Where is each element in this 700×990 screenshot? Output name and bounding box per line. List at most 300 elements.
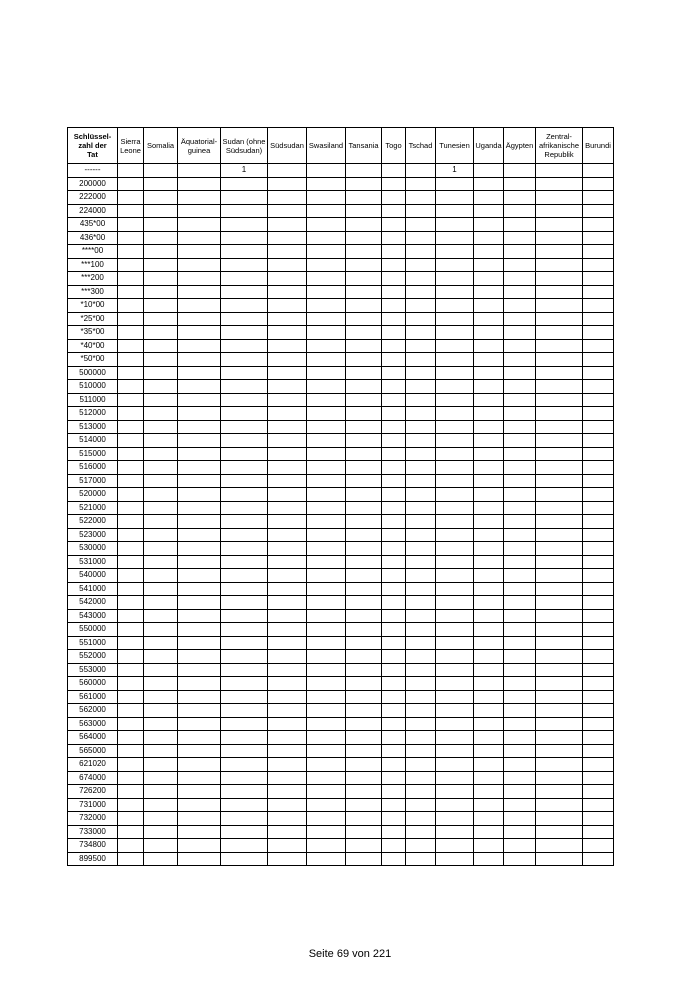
table-cell [307, 326, 346, 340]
table-cell [583, 798, 614, 812]
table-row [68, 380, 614, 394]
table-cell [307, 555, 346, 569]
table-cell [406, 677, 436, 691]
table-cell [583, 852, 614, 866]
row-key-cell: 550000 [68, 623, 118, 637]
table-cell [221, 663, 268, 677]
table-cell [178, 569, 221, 583]
table-cell [307, 380, 346, 394]
column-header: Sudan (ohne Südsudan) [221, 128, 268, 164]
table-cell [406, 555, 436, 569]
table-cell [144, 218, 178, 232]
table-cell [118, 596, 144, 610]
table-row [68, 218, 614, 232]
table-cell [436, 218, 474, 232]
table-cell [268, 812, 307, 826]
table-cell [382, 677, 406, 691]
table-cell [474, 515, 504, 529]
row-key-cell: 674000 [68, 771, 118, 785]
table-cell [118, 731, 144, 745]
table-cell [474, 744, 504, 758]
table-cell [406, 366, 436, 380]
table-cell [268, 218, 307, 232]
table-cell [474, 528, 504, 542]
table-cell [144, 650, 178, 664]
row-key-cell: 726200 [68, 785, 118, 799]
table-cell [178, 501, 221, 515]
table-cell [346, 366, 382, 380]
table-cell [221, 582, 268, 596]
table-cell [474, 785, 504, 799]
table-cell [118, 420, 144, 434]
table-cell [436, 663, 474, 677]
table-cell [346, 177, 382, 191]
row-key-cell: 522000 [68, 515, 118, 529]
table-cell [536, 326, 583, 340]
row-key-cell: 510000 [68, 380, 118, 394]
table-cell [268, 177, 307, 191]
table-cell [474, 447, 504, 461]
table-cell [221, 717, 268, 731]
table-cell [474, 380, 504, 394]
table-cell [436, 812, 474, 826]
table-cell [268, 299, 307, 313]
table-cell [144, 542, 178, 556]
table-cell [144, 569, 178, 583]
table-cell [536, 312, 583, 326]
table-cell [307, 258, 346, 272]
row-key-cell: 511000 [68, 393, 118, 407]
table-cell [144, 272, 178, 286]
table-cell [504, 380, 536, 394]
table-cell [536, 407, 583, 421]
table-cell [536, 474, 583, 488]
table-cell [144, 771, 178, 785]
table-cell [536, 542, 583, 556]
table-cell [436, 785, 474, 799]
table-cell [178, 812, 221, 826]
table-cell [221, 339, 268, 353]
table-cell [221, 528, 268, 542]
table-cell [382, 650, 406, 664]
table-cell [221, 636, 268, 650]
table-cell [268, 474, 307, 488]
table-cell [583, 299, 614, 313]
table-cell [346, 677, 382, 691]
row-key-cell: 513000 [68, 420, 118, 434]
table-cell [307, 420, 346, 434]
row-key-cell: 500000 [68, 366, 118, 380]
table-cell [307, 407, 346, 421]
table-cell [144, 407, 178, 421]
table-cell [504, 569, 536, 583]
table-cell [583, 717, 614, 731]
table-cell [536, 663, 583, 677]
table-cell [382, 744, 406, 758]
header-row [68, 128, 614, 164]
table-cell [346, 488, 382, 502]
table-cell [268, 461, 307, 475]
table-cell [382, 623, 406, 637]
table-cell [474, 272, 504, 286]
table-cell [268, 555, 307, 569]
table-cell [382, 420, 406, 434]
row-key-cell: 561000 [68, 690, 118, 704]
table-cell [144, 677, 178, 691]
table-cell [307, 164, 346, 178]
table-cell [504, 839, 536, 853]
table-cell [221, 218, 268, 232]
table-cell [382, 434, 406, 448]
table-row [68, 744, 614, 758]
column-header: Äquatorial- guinea [178, 128, 221, 164]
table-cell [382, 407, 406, 421]
table-cell [536, 623, 583, 637]
table-cell [583, 528, 614, 542]
table-cell [474, 245, 504, 259]
row-key-cell: *50*00 [68, 353, 118, 367]
row-key-cell: 621020 [68, 758, 118, 772]
table-cell [178, 380, 221, 394]
table-cell [178, 623, 221, 637]
table-cell [268, 771, 307, 785]
table-cell [504, 771, 536, 785]
table-cell [436, 636, 474, 650]
table-cell [436, 285, 474, 299]
table-cell [382, 839, 406, 853]
table-cell [436, 852, 474, 866]
table-cell [221, 555, 268, 569]
table-cell [346, 812, 382, 826]
table-cell [307, 285, 346, 299]
table-cell [144, 798, 178, 812]
row-key-cell: 516000 [68, 461, 118, 475]
table-cell [474, 434, 504, 448]
table-cell [504, 204, 536, 218]
table-cell [346, 204, 382, 218]
table-cell [118, 569, 144, 583]
table-cell [346, 231, 382, 245]
table-cell [307, 353, 346, 367]
table-cell [583, 677, 614, 691]
table-cell [474, 704, 504, 718]
table-cell [382, 542, 406, 556]
table-cell [474, 555, 504, 569]
table-cell [436, 744, 474, 758]
column-header-key: Schlüssel- zahl der Tat [68, 128, 118, 164]
table-cell [436, 825, 474, 839]
table-cell [406, 420, 436, 434]
table-cell [583, 744, 614, 758]
table-cell [382, 488, 406, 502]
row-key-cell: 512000 [68, 407, 118, 421]
table-header [68, 128, 614, 164]
table-cell [346, 785, 382, 799]
table-cell [406, 731, 436, 745]
table-row [68, 326, 614, 340]
table-cell [504, 825, 536, 839]
table-cell [382, 204, 406, 218]
table-cell [583, 731, 614, 745]
table-cell [144, 825, 178, 839]
table-cell [346, 744, 382, 758]
table-row [68, 245, 614, 259]
row-key-cell: 732000 [68, 812, 118, 826]
table-cell [406, 663, 436, 677]
table-cell [474, 299, 504, 313]
table-cell [406, 636, 436, 650]
table-cell [536, 596, 583, 610]
table-cell [583, 839, 614, 853]
table-cell [307, 245, 346, 259]
table-cell [474, 650, 504, 664]
table-cell [118, 366, 144, 380]
table-cell [436, 366, 474, 380]
table-cell [307, 447, 346, 461]
table-cell [406, 542, 436, 556]
table-cell [268, 839, 307, 853]
table-cell [382, 447, 406, 461]
table-cell [268, 623, 307, 637]
table-cell [118, 272, 144, 286]
table-cell [474, 636, 504, 650]
table-cell [118, 258, 144, 272]
table-cell [382, 474, 406, 488]
table-cell [178, 636, 221, 650]
table-cell [536, 366, 583, 380]
table-cell [474, 852, 504, 866]
page-number-footer: Seite 69 von 221 [308, 948, 392, 960]
table-cell [436, 488, 474, 502]
table-cell [346, 353, 382, 367]
table-cell [436, 326, 474, 340]
table-cell [118, 393, 144, 407]
table-cell [178, 528, 221, 542]
table-cell [406, 609, 436, 623]
table-cell [178, 272, 221, 286]
table-cell [268, 501, 307, 515]
table-cell [307, 461, 346, 475]
table-cell [221, 299, 268, 313]
table-cell [536, 825, 583, 839]
table-cell [221, 623, 268, 637]
table-cell [504, 731, 536, 745]
row-key-cell: 562000 [68, 704, 118, 718]
table-cell [221, 420, 268, 434]
table-cell [307, 272, 346, 286]
table-cell [536, 609, 583, 623]
table-cell [406, 569, 436, 583]
table-cell [406, 771, 436, 785]
table-cell [406, 798, 436, 812]
table-row [68, 474, 614, 488]
table-cell [144, 852, 178, 866]
table-cell [436, 582, 474, 596]
table-cell [382, 164, 406, 178]
table-cell [474, 798, 504, 812]
table-cell [346, 825, 382, 839]
table-cell [268, 326, 307, 340]
table-cell [307, 650, 346, 664]
row-key-cell: 560000 [68, 677, 118, 691]
table-cell [307, 528, 346, 542]
table-cell [474, 474, 504, 488]
table-cell [268, 204, 307, 218]
table-cell [583, 326, 614, 340]
table-cell [118, 690, 144, 704]
table-cell [178, 285, 221, 299]
table-cell [268, 312, 307, 326]
table-cell [346, 798, 382, 812]
table-cell [474, 191, 504, 205]
table-cell [382, 218, 406, 232]
table-cell [504, 555, 536, 569]
table-cell [583, 231, 614, 245]
table-cell [406, 339, 436, 353]
table-cell [118, 758, 144, 772]
table-row [68, 758, 614, 772]
table-cell [504, 488, 536, 502]
table-cell [382, 569, 406, 583]
table-cell [178, 326, 221, 340]
table-cell [221, 191, 268, 205]
table-cell [382, 245, 406, 259]
table-cell [436, 204, 474, 218]
table-cell [221, 542, 268, 556]
table-cell [406, 407, 436, 421]
table-cell [307, 758, 346, 772]
table-cell [221, 596, 268, 610]
table-cell [221, 488, 268, 502]
table-row [68, 461, 614, 475]
table-cell [346, 731, 382, 745]
table-cell [178, 690, 221, 704]
table-cell [382, 704, 406, 718]
table-cell [221, 839, 268, 853]
table-cell [178, 312, 221, 326]
table-cell [583, 704, 614, 718]
table-row [68, 731, 614, 745]
table-cell [144, 164, 178, 178]
table-cell [406, 177, 436, 191]
table-cell [144, 177, 178, 191]
table-cell [144, 501, 178, 515]
table-cell [221, 798, 268, 812]
table-cell [436, 407, 474, 421]
table-cell [474, 663, 504, 677]
table-cell [144, 258, 178, 272]
table-cell [436, 555, 474, 569]
table-cell [474, 353, 504, 367]
column-header: Burundi [583, 128, 614, 164]
table-cell [406, 515, 436, 529]
table-cell [474, 596, 504, 610]
table-cell [346, 380, 382, 394]
table-cell [382, 596, 406, 610]
table-cell [504, 528, 536, 542]
table-cell [436, 299, 474, 313]
table-cell [583, 380, 614, 394]
table-cell [436, 258, 474, 272]
table-cell [221, 771, 268, 785]
table-cell [178, 474, 221, 488]
table-cell [474, 758, 504, 772]
table-cell [474, 609, 504, 623]
table-cell [583, 488, 614, 502]
table-cell [118, 299, 144, 313]
table-cell [178, 191, 221, 205]
table-cell [504, 596, 536, 610]
table-cell [118, 231, 144, 245]
table-cell [583, 366, 614, 380]
table-cell [221, 312, 268, 326]
table-cell [144, 758, 178, 772]
table-cell [474, 393, 504, 407]
table-cell [268, 690, 307, 704]
column-header: Südsudan [268, 128, 307, 164]
column-header: Togo [382, 128, 406, 164]
table-cell [221, 731, 268, 745]
table-cell [504, 218, 536, 232]
table-cell [382, 785, 406, 799]
row-key-cell: *25*00 [68, 312, 118, 326]
table-cell [221, 758, 268, 772]
table-cell [307, 731, 346, 745]
table-cell [474, 164, 504, 178]
table-cell [221, 231, 268, 245]
row-key-cell: 521000 [68, 501, 118, 515]
table-cell [307, 366, 346, 380]
table-cell [406, 272, 436, 286]
row-key-cell: 899500 [68, 852, 118, 866]
table-cell [118, 218, 144, 232]
table-cell [346, 663, 382, 677]
table-cell [307, 609, 346, 623]
table-row [68, 771, 614, 785]
table-cell [307, 474, 346, 488]
column-header: Zentral- afrikanische Republik [536, 128, 583, 164]
table-cell [268, 609, 307, 623]
table-cell [118, 785, 144, 799]
column-header: Somalia [144, 128, 178, 164]
table-row [68, 569, 614, 583]
table-cell [346, 407, 382, 421]
table-cell [178, 731, 221, 745]
table-cell [268, 704, 307, 718]
table-cell [144, 353, 178, 367]
table-cell [307, 231, 346, 245]
table-cell [346, 501, 382, 515]
table-cell [144, 596, 178, 610]
table-cell [382, 609, 406, 623]
table-cell [307, 717, 346, 731]
table-cell: 1 [436, 164, 474, 178]
table-cell [536, 731, 583, 745]
table-cell [268, 650, 307, 664]
table-cell [536, 461, 583, 475]
table-cell [474, 488, 504, 502]
table-cell [474, 771, 504, 785]
table-cell [178, 299, 221, 313]
table-cell [144, 312, 178, 326]
table-cell [382, 285, 406, 299]
table-cell [436, 690, 474, 704]
table-cell [346, 420, 382, 434]
table-cell [504, 704, 536, 718]
table-cell [221, 285, 268, 299]
table-cell [346, 852, 382, 866]
row-key-cell: 551000 [68, 636, 118, 650]
